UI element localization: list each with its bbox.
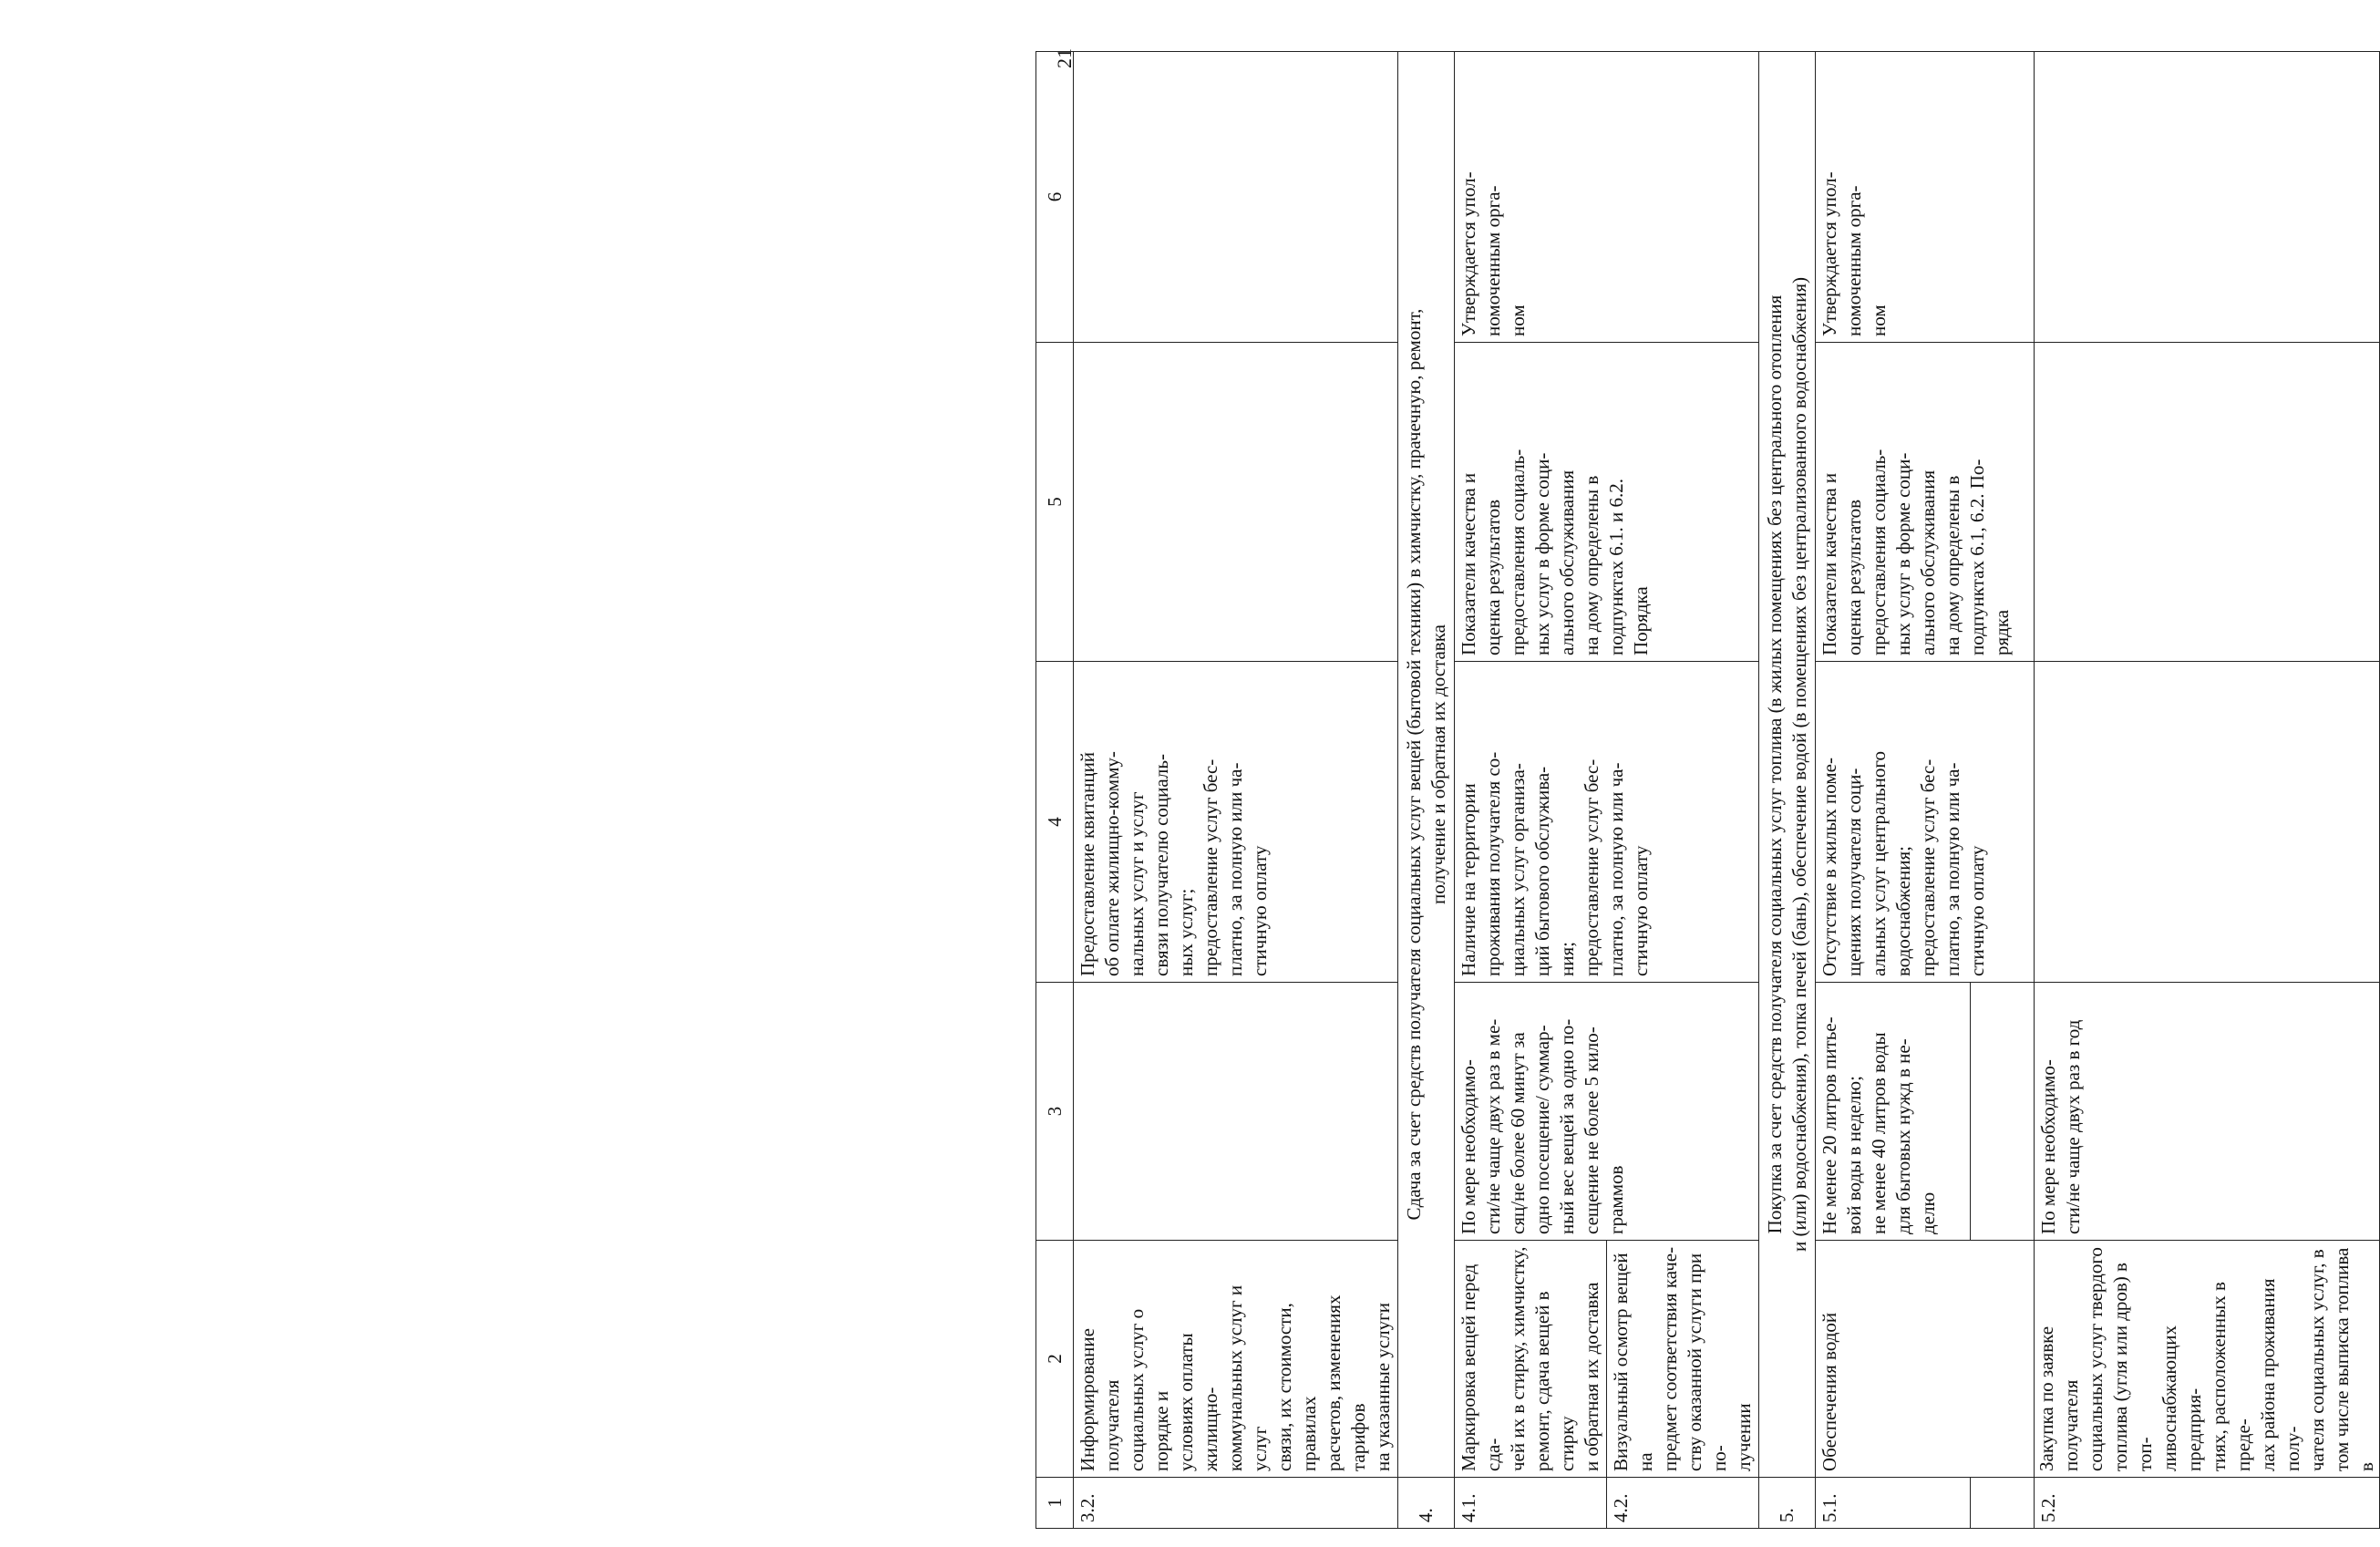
section-title: Сдача за счет средств получателя социальных услуг вещей (бытовой техники) в химчистку, прачечную, ремонт, получение и обратная их доставка: [1398, 52, 1455, 1478]
section-number: 4.: [1398, 1478, 1455, 1529]
table-row-5-2: [2035, 52, 2380, 1529]
section-title: Покупка за счет средств получателя социальных услуг топлива (в жилых помещениях без центрального отопления и (или) водоснабжения), топка печей (бань), обеспечение водой (в помещениях без централизованного водоснабжения): [1759, 52, 1816, 1478]
table-row-5-1: [1816, 52, 1971, 1529]
page-number: 21: [1053, 48, 1076, 68]
section-row-5: [1759, 52, 1816, 1529]
row-number: 3.2.: [1074, 1478, 1398, 1529]
quality-cell: Показатели качества и оценка результатов предоставления социаль- ных услуг в форме соци- ального обслуживания на дому определены в подпунктах 6.1. и 6.2. Порядка: [1455, 343, 1759, 662]
row-number: 4.2.: [1607, 1478, 1759, 1529]
col-header-2: 2: [1036, 1241, 1074, 1478]
row-number-empty: [1971, 1478, 2035, 1529]
quality-cell: [1074, 343, 1398, 662]
standard-cell: [1074, 52, 1398, 343]
row-number: 4.1.: [1455, 1478, 1607, 1529]
frequency-cell: По мере необходимо- сти/не чаще двух раз в ме- сяц/не более 60 минут за одно посещение/ суммар- ный вес вещей за одно по- сещение не более 5 кило- граммов: [1455, 983, 1759, 1241]
section-number: 5.: [1759, 1478, 1816, 1529]
service-name-cell: Визуальный осмотр вещей на предмет соответствия каче- ству оказанной услуги при по- лучении: [1607, 1241, 1759, 1478]
frequency-cell: [1074, 983, 1398, 1241]
quality-cell: Показатели качества и оценка результатов предоставления социаль- ных услуг в форме соци- ального обслуживания на дому определены в подпунктах 6.1, 6.2. По- рядка: [1816, 343, 2035, 662]
col-header-5: 5: [1036, 343, 1074, 662]
quality-cell-empty: [2035, 343, 2380, 662]
service-name-cell: Информирование получателя социальных услуг о порядке и условиях оплаты жилищно- коммунальных услуг и услуг связи, их стоимости, правилах расчетов, изменениях тарифов на указанные услуги: [1074, 1241, 1398, 1478]
standard-cell: Утверждается упол- номоченным орга- ном: [1816, 52, 2035, 343]
service-name-cell: Закупка по заявке получателя социальных услуг твердого топлива (угля или дров) в топ- ливоснабжающих предприя- тиях, расположенных в преде- лах района проживания полу- чателя социальных услуг, в том числе выписка топлива в: [2035, 1241, 2380, 1478]
frequency-cell-empty: [1971, 983, 2035, 1241]
services-table: [1035, 51, 2380, 1529]
service-name-cell: Обеспечения водой: [1816, 1241, 2035, 1478]
col-header-3: 3: [1036, 983, 1074, 1241]
table-row-3-2: [1074, 52, 1398, 1529]
frequency-cell: По мере необходимо- сти/не чаще двух раз в год: [2035, 983, 2380, 1241]
row-number: 5.2.: [2035, 1478, 2380, 1529]
frequency-cell: Не менее 20 литров питье- вой воды в неделю; не менее 40 литров воды для бытовых нужд в не- делю: [1816, 983, 1971, 1241]
conditions-cell: Отсутствие в жилых поме- щениях получателя соци- альных услуг центрального водоснабжения; предоставление услуг бес- платно, за полную или ча- стичную оплату: [1816, 662, 2035, 983]
col-header-6: 6: [1036, 52, 1074, 343]
col-header-1: 1: [1036, 1478, 1074, 1529]
table-row-4-1: [1455, 52, 1607, 1529]
conditions-cell-empty: [2035, 662, 2380, 983]
col-header-4: 4: [1036, 662, 1074, 983]
standard-cell: Утверждается упол- номоченным орга- ном: [1455, 52, 1759, 343]
conditions-cell: Предоставление квитанций об оплате жилищно-комму- нальных услуг и услуг связи получателю социаль- ных услуг; предоставление услуг бес- платно, за полную или ча- стичную оплату: [1074, 662, 1398, 983]
rotated-table-frame: [1035, 52, 2377, 1529]
row-number: 5.1.: [1816, 1478, 1971, 1529]
section-row-4: [1398, 52, 1455, 1529]
service-name-cell: Маркировка вещей перед сда- чей их в стирку, химчистку, ремонт, сдача вещей в стирку и обратная их доставка: [1455, 1241, 1607, 1478]
standard-cell-empty: [2035, 52, 2380, 343]
conditions-cell: Наличие на территории проживания получателя со- циальных услуг организа- ций бытового обслужива- ния; предоставление услуг бес- платно, за полную или ча- стичную оплату: [1455, 662, 1759, 983]
header-row: [1036, 52, 1074, 1529]
